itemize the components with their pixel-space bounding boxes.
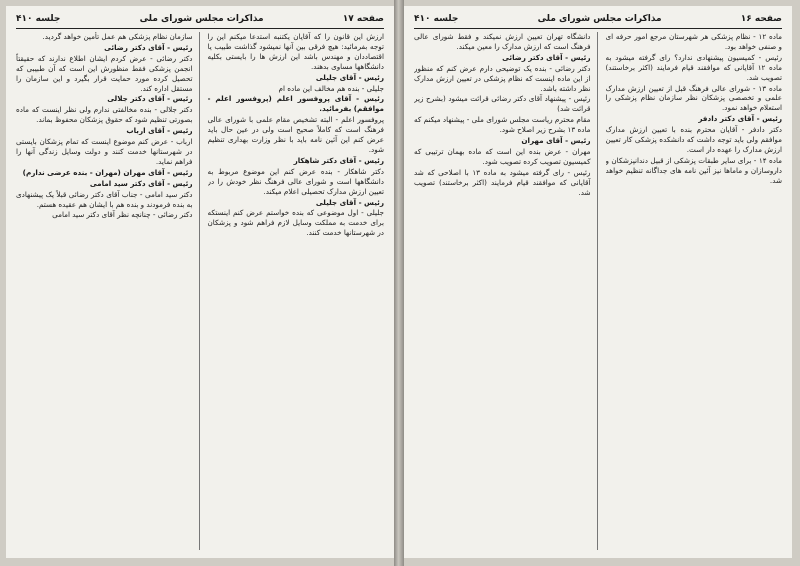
- paragraph: ارباب - عرض کنم موضوع اینست که تمام پزشکان بایستی در شهرستانها خدمت کنند و دولت وسایل زندگی آنها را فراهم نماید.: [16, 137, 193, 166]
- paragraph: ارزش این قانون را که آقایان یکتنبه استدعا میکنم این را توجه بفرمائید: هیچ فرقی بین آنها نمیشود گذاشت طبیب یا اقتصاددان و مهندس باشد این ارزش ها را بایستی بکلیه دانشگاهها مساوی بدهند.: [207, 32, 384, 71]
- speaker-line: رئیس - آقای پروفسور اعلم (پروفسور اعلم - موافقم) بفرمائید.: [207, 94, 384, 114]
- speaker-line: رئیس - آقای مهران (مهران - بنده عرضی ندارم): [22, 167, 193, 177]
- left-page-header: [16, 12, 384, 29]
- paragraph: ماده ۱۴ - برای سایر طبقات پزشکی از قبیل دندانپزشکان و داروسازان و ماماها نیز آئین نامه های جداگانه تنظیم خواهد شد.: [605, 155, 782, 185]
- paragraph: دکتر رضائی - چنانچه نظر آقای دکتر سید امامی: [52, 210, 193, 220]
- paragraph: رئیس - پیشنهاد آقای دکتر رضائی قرائت میشود (بشرح زیر قرائت شد): [414, 94, 591, 114]
- paragraph: دکتر دادفر - آقایان محترم بنده با تعیین ارزش مدارک موافقم ولی باید توجه داشت که دانشکده پزشکی کار تعیین ارزش مدارک را عهده دار است.: [605, 125, 782, 154]
- speaker-line: رئیس - آقای دکتر سید امامی: [89, 178, 193, 188]
- left-page: [6, 6, 394, 558]
- paragraph: دکتر رضائی - بنده یک توضیحی دارم عرض کنم که منظور از این ماده اینست که نظام پزشکی در تعیین ارزش مدارک نظر داشته باشد.: [414, 63, 591, 93]
- right-page-header: [414, 12, 782, 29]
- speaker-line: رئیس - آقای ارباب: [126, 126, 193, 136]
- paragraph: رئیس - کمیسیون پیشنهادی ندارد؟ رای گرفته میشود به ماده ۱۲ آقایانی که موافقند قیام فرمایند (اکثر برخاستند) تصویب شد.: [605, 52, 782, 82]
- paragraph: ماده ۱۲ - نظام پزشکی هر شهرستان مرجع امور حرفه ای و صنفی خواهد بود.: [605, 32, 782, 51]
- paragraph: دانشگاه تهران تعیین ارزش نمیکند و فقط شورای عالی فرهنگ است که ارزش مدارک را معین میکند.: [414, 32, 591, 51]
- paragraph: مهران - عرض بنده این است که ماده بهمان ترتیبی که کمیسیون تصویب کرده تصویب شود.: [414, 146, 591, 166]
- speaker-line: رئیس - آقای جلیلی: [315, 197, 384, 207]
- right-page-col-left: [414, 32, 598, 550]
- paragraph: پروفسور اعلم - البته تشخیص مقام علمی با شورای عالی فرهنگ است که کاملاً صحیح است ولی در عین حال باید عرض کنم این آئین نامه باید با نظر وزارت بهداری تنظیم شود.: [207, 115, 384, 154]
- right-page-columns: [414, 32, 782, 550]
- paragraph: جلیلی - بنده هم مخالف این ماده ام: [278, 83, 384, 93]
- paragraph: مقام محترم ریاست مجلس شورای ملی - پیشنهاد میکنم که ماده ۱۳ بشرح زیر اصلاح شود.: [414, 115, 591, 135]
- paragraph: جلیلی - اول موضوعی که بنده خواستم عرض کنم اینستکه برای خدمت به مملکت وسایل لازم فراهم شود و پزشکان در شهرستانها خدمت کنند.: [207, 208, 384, 238]
- speaker-line: رئیس - آقای مهران: [521, 136, 591, 146]
- right-page-number: صفحه ۱۶: [740, 14, 782, 24]
- paragraph: سازمان نظام پزشکی هم عمل تأمین خواهد گردید.: [42, 32, 193, 41]
- left-page-title: مذاکرات مجلس شورای ملی: [139, 14, 264, 24]
- right-page-col-right: [606, 32, 783, 550]
- right-page-session: جلسه ۴۱۰: [414, 14, 459, 24]
- left-page-col-left: [16, 32, 200, 550]
- paragraph: دکتر سید امامی - جناب آقای دکتر رضائی قبلاً یک پیشنهادی به بنده فرمودند و بنده هم با ایشان هم عقیده هستم.: [16, 189, 193, 209]
- book-gutter: [394, 0, 404, 566]
- left-page-col-right: [208, 32, 385, 550]
- speaker-line: رئیس - آقای دکتر رضائی: [502, 52, 591, 62]
- speaker-line: رئیس - آقای دکتر شاهکار: [293, 155, 384, 165]
- left-page-columns: [16, 32, 384, 550]
- right-page-title: مذاکرات مجلس شورای ملی: [537, 14, 662, 24]
- paragraph: دکتر رضائی - عرض کردم ایشان اطلاع ندارند که حقیقتاً انجمن پزشکی فقط منظورش این است که آن طبیبی که تحصیل کرده مورد حمایت قرار بگیرد و این سازمان را مستقل اداره کند.: [16, 53, 193, 93]
- speaker-line: رئیس - آقای دکتر دادفر: [698, 114, 782, 124]
- left-page-number: صفحه ۱۷: [342, 14, 384, 24]
- paragraph: ماده ۱۳ - شورای عالی فرهنگ قبل از تعیین ارزش مدارک علمی و تخصصی پزشکان نظر سازمان نظام پزشکی را استعلام خواهد نمود.: [605, 83, 782, 113]
- speaker-line: رئیس - آقای دکتر جلالی: [107, 94, 193, 104]
- paragraph: دکتر جلالی - بنده مخالفتی ندارم ولی نظر اینست که ماده بصورتی تنظیم شود که حقوق پزشکان محفوظ بماند.: [16, 105, 193, 125]
- paragraph: رئیس - رای گرفته میشود به ماده ۱۳ با اصلاحی که شد آقایانی که موافقند قیام فرمایند (اکثر برخاستند) تصویب شد.: [414, 167, 591, 197]
- speaker-line: رئیس - آقای دکتر رضائی: [104, 42, 193, 52]
- left-page-session: جلسه ۴۱۰: [16, 14, 61, 24]
- speaker-line: رئیس - آقای جلیلی: [315, 72, 384, 82]
- paragraph: دکتر شاهکار - بنده عرض کنم این موضوع مربوط به دانشگاهها است و شورای عالی فرهنگ نظر خودش را در تعیین ارزش مدارک تحصیلی اعلام میکند.: [207, 166, 384, 196]
- right-page: [404, 6, 792, 558]
